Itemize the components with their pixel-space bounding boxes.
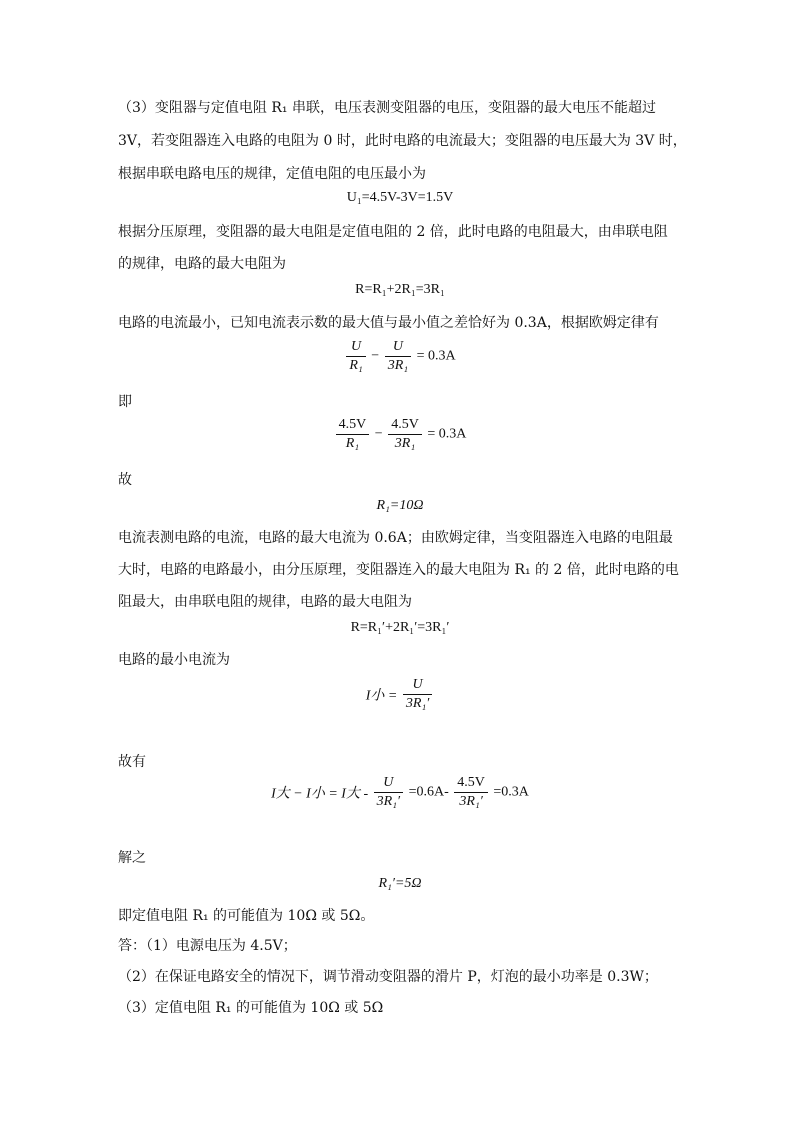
equation: R₁′=5Ω — [378, 876, 422, 891]
operator: − — [374, 426, 383, 442]
text-line: 答：（1）电源电压为 4.5V； — [118, 938, 297, 954]
text-line: 根据分压原理，变阻器的最大电阻是定值电阻的 2 倍，此时电路的电阻最大，由串联电阻 — [118, 224, 668, 240]
numerator: 4.5V — [336, 416, 370, 435]
equation: R=R₁′+2R₁′=3R₁′ — [350, 620, 450, 635]
equation: R=R₁+2R₁=3R₁ — [355, 282, 445, 297]
operator: − — [371, 348, 380, 364]
numerator: 4.5V — [454, 774, 488, 793]
text-line: 故有 — [118, 754, 146, 770]
lhs: I小 = — [365, 688, 398, 704]
lhs: I大 − I小 = I大 - — [271, 786, 369, 802]
equation-fraction — [0, 338, 800, 375]
text-line: 电流表测电路的电流，电路的最大电流为 0.6A；由欧姆定律，当变阻器连入电路的电阻最 — [118, 530, 673, 546]
text-line: 的规律，电路的最大电阻为 — [118, 256, 286, 272]
denominator: R₁ — [349, 358, 363, 373]
numerator: 4.5V — [388, 416, 422, 435]
rhs: = 0.3A — [427, 426, 467, 442]
text-line: 电路的电流最小，已知电流表示数的最大值与最小值之差恰好为 0.3A，根据欧姆定律有 — [118, 315, 659, 331]
text-line: （3）定值电阻 R₁ 的可能值为 10Ω 或 5Ω — [118, 1000, 384, 1016]
denominator: 3R₁ — [387, 358, 409, 373]
numerator: U — [385, 338, 411, 357]
text-line: 大时，电路的电路最小，由分压原理，变阻器连入的最大电阻为 R₁ 的 2 倍，此时电路的电 — [118, 562, 679, 578]
numerator: U — [374, 774, 403, 793]
text-line: 即 — [118, 394, 132, 410]
denominator: 3R₁′ — [405, 696, 430, 711]
equation: U₁=4.5V-3V=1.5V — [346, 190, 454, 205]
numerator: U — [346, 338, 365, 357]
text-line: 电路的最小电流为 — [118, 652, 230, 668]
text-line: 阻最大，由串联电阻的规律，电路的最大电阻为 — [118, 594, 412, 610]
text-line: 解之 — [118, 850, 146, 866]
middle: =0.6A- — [408, 784, 449, 800]
text-line: 根据串联电路电压的规律，定值电阻的电压最小为 — [118, 166, 426, 182]
denominator: 3R₁ — [394, 436, 416, 451]
rhs: = 0.3A — [416, 348, 456, 364]
equation-fraction — [0, 416, 800, 453]
text-line: 故 — [118, 472, 132, 488]
rhs: =0.3A — [493, 784, 529, 800]
denominator: 3R₁′ — [376, 794, 401, 809]
denominator: R₁ — [345, 436, 360, 451]
equation-fraction — [0, 676, 800, 713]
equation: R₁=10Ω — [376, 498, 424, 513]
denominator: 3R₁′ — [459, 794, 483, 809]
text-line: 3V，若变阻器连入电路的电阻为 0 时，此时电路的电流最大；变阻器的电压最大为 3V 时， — [118, 133, 687, 149]
numerator: U — [403, 676, 432, 695]
text-line: （2）在保证电路安全的情况下，调节滑动变阻器的滑片 P，灯泡的最小功率是 0.3W； — [118, 969, 658, 985]
text-line: 即定值电阻 R₁ 的可能值为 10Ω 或 5Ω。 — [118, 908, 375, 924]
text-line: （3）变阻器与定值电阻 R₁ 串联，电压表测变阻器的电压，变阻器的最大电压不能超过 — [118, 100, 656, 116]
equation-fraction — [0, 774, 800, 811]
